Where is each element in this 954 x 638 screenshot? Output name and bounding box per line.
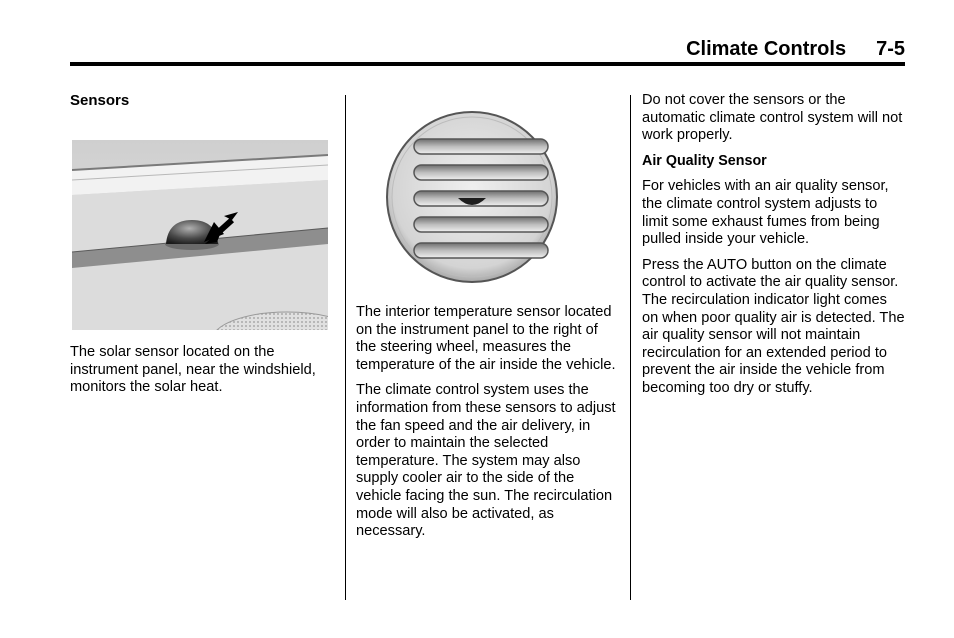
temperature-sensor-illustration [384, 96, 559, 296]
header-rule [70, 62, 905, 66]
column-divider [630, 95, 631, 600]
section-title: Climate Controls [686, 38, 847, 60]
warning-text: Do not cover the sensors or the automatic climate control system will not work properly. [642, 92, 903, 144]
column-divider [345, 95, 346, 600]
auto-button-text: Press the AUTO button on the climate control to activate the air quality sensor. The recirculation indicator light comes on when poor quality air is detected. The air quality sensor will not maintain recirculation for an extended period to prevent the air inside the vehicle from becoming too dry or stuffy. [642, 256, 905, 396]
temperature-sensor-text: The interior temperature sensor located on the instrument panel to the right of the steering wheel, measures the temperature of the air inside the vehicle. [356, 304, 616, 373]
air-quality-text: For vehicles with an air quality sensor, the climate control system adjusts to limit some exhaust fumes from being pulled inside your vehicle. [642, 178, 889, 248]
column-3 [642, 92, 907, 406]
page-header [70, 36, 905, 62]
sensors-heading: Sensors [70, 92, 130, 109]
air-quality-heading: Air Quality Sensor [642, 152, 767, 169]
column-2 [356, 96, 618, 549]
climate-system-text: The climate control system uses the information from these sensors to adjust the fan speed and the air delivery, in order to maintain the selected temperature. The system may also supply cooler air to the side of the vehicle facing the sun. The recirculation mode will also be activated, as necessary. [356, 382, 616, 540]
page-number: 7-5 [876, 38, 905, 60]
column-1 [70, 92, 332, 405]
solar-sensor-text: The solar sensor located on the instrument panel, near the windshield, monitors the solar heat. [70, 344, 316, 396]
solar-sensor-illustration [72, 140, 328, 330]
